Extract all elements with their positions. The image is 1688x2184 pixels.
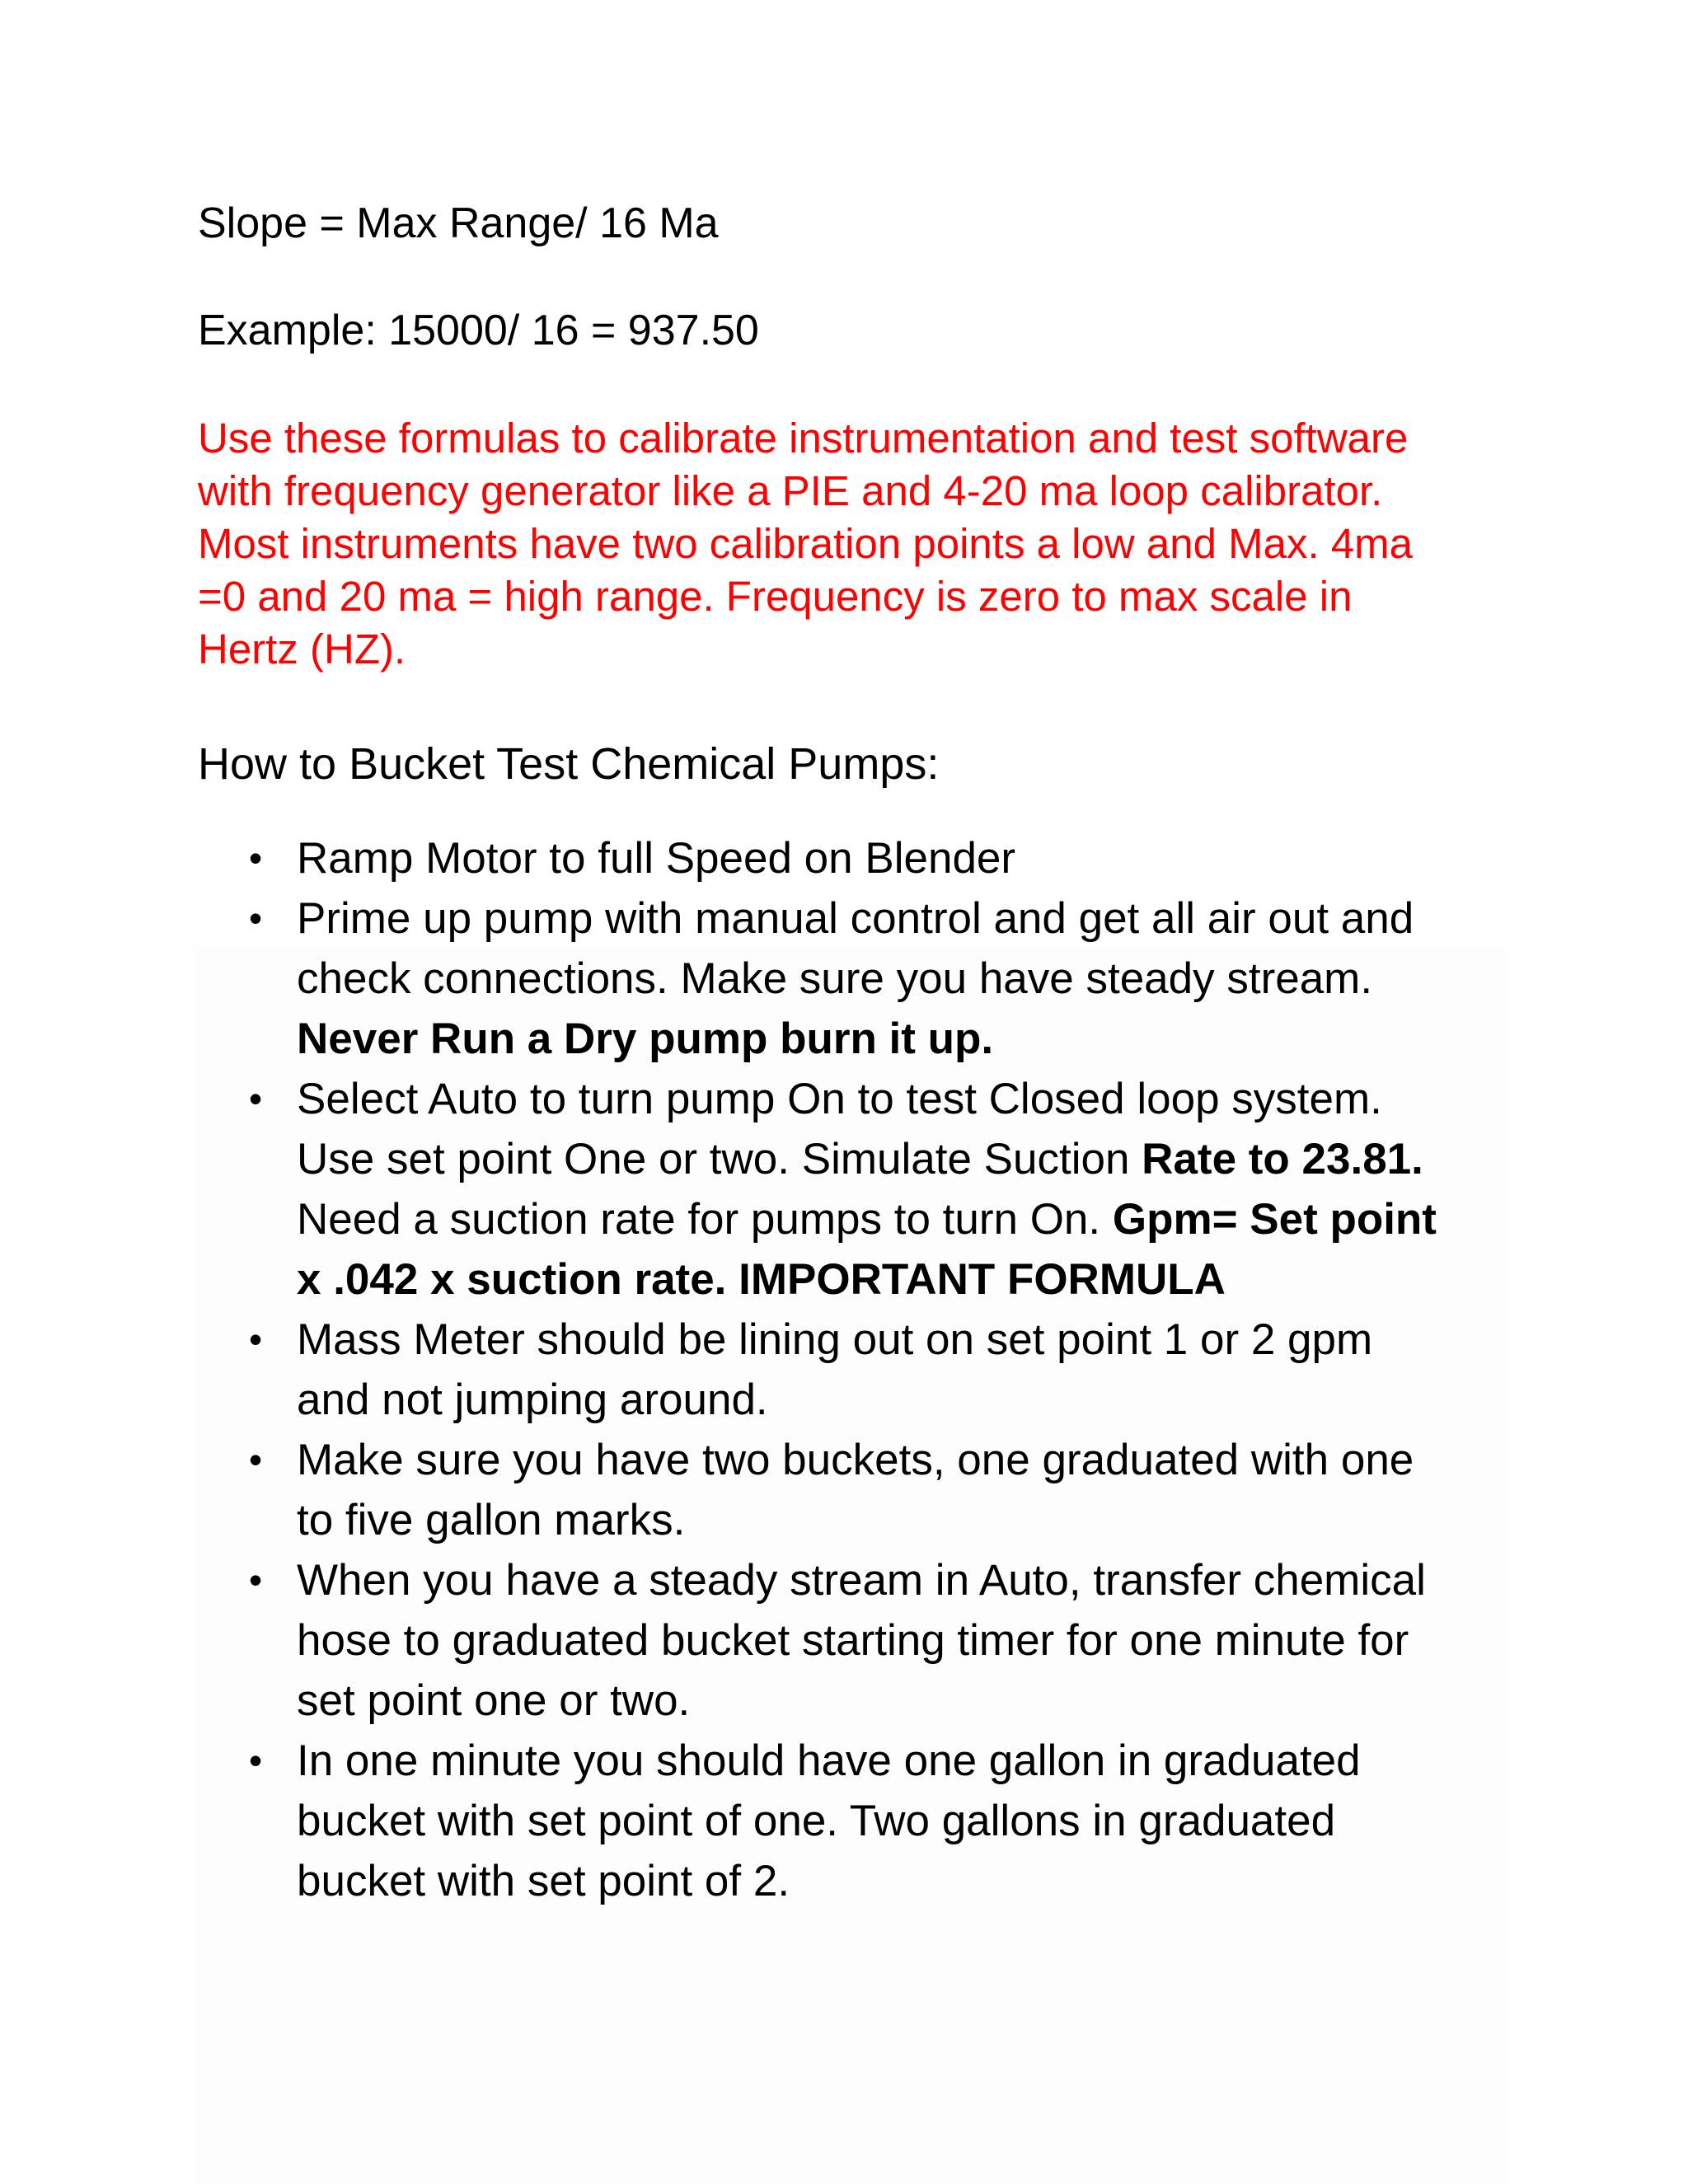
calibration-note-line: with frequency generator like a PIE and 4-20 ma loop calibrator. [198,467,1383,514]
list-item [198,888,1500,1069]
list-item [198,1069,1500,1310]
calibration-note-line: Use these formulas to calibrate instrumentation and test software [198,415,1409,462]
step-text: Make sure you have two buckets, one graduated with one [297,1436,1414,1484]
calibration-note-line: Most instruments have two calibration points a low and Max. 4ma [198,520,1414,567]
list-item [198,828,1500,888]
step-text: In one minute you should have one gallon in graduated [297,1736,1361,1785]
step-text: Mass Meter should be lining out on set point 1 or 2 gpm [297,1315,1373,1364]
bullet-icon: • [249,1318,263,1361]
slope-formula: Slope = Max Range/ 16 Ma [198,199,719,247]
step-text: check connections. Make sure you have steady stream. [297,954,1373,1003]
step-text: Use set point One or two. Simulate Suction [297,1135,1142,1183]
important-formula: x .042 x suction rate. IMPORTANT FORMULA [297,1255,1226,1304]
step-text: bucket with set point of one. Two gallons in graduated [297,1797,1336,1845]
step-emphasis: Gpm= Set point [1112,1195,1437,1244]
calibration-note-line: =0 and 20 ma = high range. Frequency is zero to max scale in [198,573,1353,620]
step-text: When you have a steady stream in Auto, transfer chemical [297,1556,1426,1605]
step-text: Ramp Motor to full Speed on Blender [297,834,1016,883]
bullet-icon: • [249,897,263,940]
step-emphasis: Rate to 23.81. [1142,1135,1423,1183]
bullet-icon: • [249,1739,263,1782]
step-line [297,1189,1500,1249]
bullet-icon: • [249,1077,263,1120]
step-warning: Never Run a Dry pump burn it up. [297,1015,994,1063]
bullet-icon: • [249,1438,263,1481]
section-heading: How to Bucket Test Chemical Pumps: [198,739,940,789]
calibration-note [198,412,1500,676]
step-text: and not jumping around. [297,1376,768,1424]
list-item [198,1430,1500,1550]
list-item [198,1310,1500,1430]
example-formula: Example: 15000/ 16 = 937.50 [198,307,759,354]
bullet-icon: • [249,837,263,879]
step-text: Need a suction rate for pumps to turn On. [297,1195,1113,1244]
step-text: Prime up pump with manual control and get all air out and [297,894,1414,943]
bullet-icon: • [249,1558,263,1601]
step-text: to five gallon marks. [297,1496,686,1544]
bucket-test-steps [198,828,1500,1911]
step-line [297,1129,1500,1189]
step-text: Select Auto to turn pump On to test Closed loop system. [297,1075,1382,1123]
list-item [198,1731,1500,1911]
list-item [198,1550,1500,1731]
calibration-note-line: Hertz (HZ). [198,626,406,673]
step-text: set point one or two. [297,1676,691,1725]
step-text: bucket with set point of 2. [297,1857,790,1905]
step-text: hose to graduated bucket starting timer for one minute for [297,1616,1409,1665]
